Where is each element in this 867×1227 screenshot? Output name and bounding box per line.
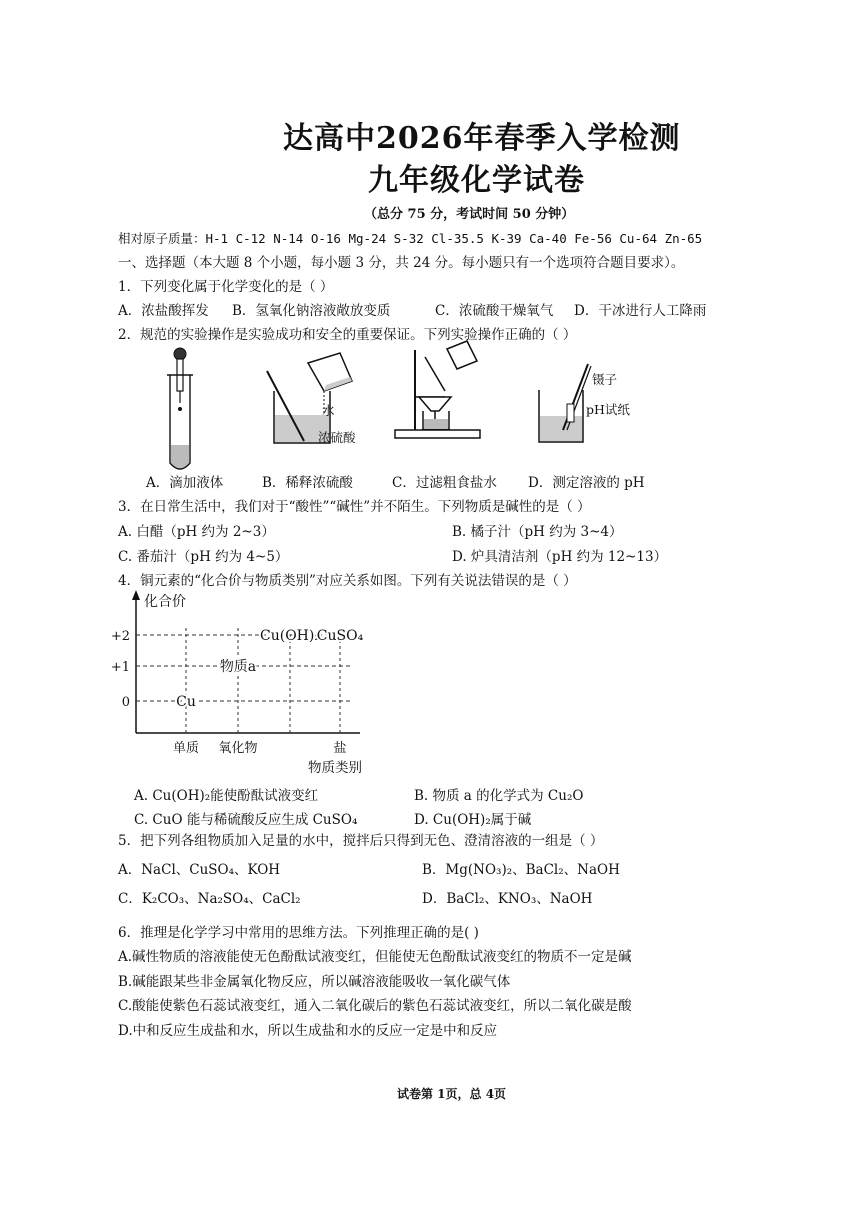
x-tick-labels xyxy=(173,740,347,756)
chart-point-label: Cu xyxy=(176,694,196,710)
q3-option-c[interactable]: C. 番茄汁（pH 约为 4~5） xyxy=(118,549,289,565)
atomic-masses: 相对原子质量：H-1 C-12 N-14 O-16 Mg-24 S-32 Cl-35.5 K-39 Ca-40 Fe-56 Cu-64 Zn-65 xyxy=(118,231,703,246)
section-heading: 一、选择题（本大题 8 个小题，每小题 3 分，共 24 分。每小题只有一个选项符合题目要求）。 xyxy=(118,255,685,271)
y-tick-label: 0 xyxy=(121,695,130,710)
q6-option-a[interactable]: A.碱性物质的溶液能使无色酚酞试液变红，但能使无色酚酞试液变红的物质不一定是碱 xyxy=(118,949,632,965)
chart-points xyxy=(176,628,363,710)
filtration-figure xyxy=(395,345,515,445)
q2-option-c[interactable]: C．过滤粗食盐水 xyxy=(392,475,497,491)
q3-option-a[interactable]: A. 白醋（pH 约为 2~3） xyxy=(118,524,275,540)
q2-stem: 2．规范的实验操作是实验成功和安全的重要保证。下列实验操作正确的（ ） xyxy=(118,327,577,343)
valence-chart xyxy=(110,590,390,780)
label-conc-acid: 浓硫酸 xyxy=(318,430,356,445)
label-water: 水 xyxy=(322,403,335,418)
q1-option-c[interactable]: C．浓硫酸干燥氧气 xyxy=(435,303,554,319)
x-axis-label: 物质类别 xyxy=(308,760,362,776)
q2-option-a[interactable]: A．滴加液体 xyxy=(146,475,224,491)
x-tick-label: 盐 xyxy=(333,741,347,756)
y-tick-label: +1 xyxy=(110,660,130,675)
page-footer: 试卷第 1页，总 4页 xyxy=(397,1087,507,1101)
q1-stem: 1．下列变化属于化学变化的是（ ） xyxy=(118,279,334,295)
q4-option-c[interactable]: C. CuO 能与稀硫酸反应生成 CuSO₄ xyxy=(134,812,358,828)
chart-point-label: CuSO₄ xyxy=(316,628,364,644)
q6-stem: 6．推理是化学学习中常用的思维方法。下列推理正确的是( ) xyxy=(118,925,479,941)
q3-stem: 3．在日常生活中，我们对于“酸性”“碱性”并不陌生。下列物质是碱性的是（ ） xyxy=(118,499,591,515)
label-ph-paper: pH试纸 xyxy=(586,402,630,417)
q6-option-b[interactable]: B.碱能跟某些非金属氧化物反应，所以碱溶液能吸收一氧化碳气体 xyxy=(118,974,511,990)
q1-option-d[interactable]: D．干冰进行人工降雨 xyxy=(574,303,707,319)
q1-option-a[interactable]: A．浓盐酸挥发 xyxy=(118,303,209,319)
q3-option-d[interactable]: D. 炉具清洁剂（pH 约为 12~13） xyxy=(452,549,668,565)
x-tick-label: 单质 xyxy=(172,741,200,756)
q6-option-d[interactable]: D.中和反应生成盐和水，所以生成盐和水的反应一定是中和反应 xyxy=(118,1023,498,1039)
chart-point-label: 物质a xyxy=(219,659,257,675)
dropper-test-tube-figure xyxy=(160,345,200,475)
exam-meta: （总分 75 分，考试时间 50 分钟） xyxy=(364,207,575,222)
q3-option-b[interactable]: B. 橘子汁（pH 约为 3~4） xyxy=(452,524,623,540)
q5-option-b[interactable]: B．Mg(NO₃)₂、BaCl₂、NaOH xyxy=(422,862,620,878)
q1-option-b[interactable]: B．氢氧化钠溶液敞放变质 xyxy=(232,303,391,319)
q5-stem: 5．把下列各组物质加入足量的水中，搅拌后只得到无色、澄清溶液的一组是（ ） xyxy=(118,833,604,849)
q2-option-d[interactable]: D．测定溶液的 pH xyxy=(528,475,645,491)
q4-stem: 4．铜元素的“化合价与物质类别”对应关系如图。下列有关说法错误的是（ ） xyxy=(118,573,577,589)
y-tick-labels xyxy=(111,629,130,710)
y-axis-label: 化合价 xyxy=(144,594,186,610)
q5-option-a[interactable]: A．NaCl、CuSO₄、KOH xyxy=(118,862,281,878)
chart-point-label: Cu(OH)₂ xyxy=(260,628,320,644)
q2-option-b[interactable]: B．稀释浓硫酸 xyxy=(262,475,353,491)
q4-option-a[interactable]: A. Cu(OH)₂能使酚酞试液变红 xyxy=(134,788,319,804)
y-tick-label: +2 xyxy=(110,629,130,644)
q6-option-c[interactable]: C.酸能使紫色石蕊试液变红，通入二氧化碳后的紫色石蕊试液变红，所以二氧化碳是酸 xyxy=(118,998,632,1014)
x-tick-label: 氧化物 xyxy=(218,741,258,756)
exam-title: 达高中2026年春季入学检测 xyxy=(283,121,681,156)
q4-option-b[interactable]: B. 物质 a 的化学式为 Cu₂O xyxy=(414,788,584,804)
q4-option-d[interactable]: D. Cu(OH)₂属于碱 xyxy=(414,812,532,828)
q5-option-d[interactable]: D．BaCl₂、KNO₃、NaOH xyxy=(422,891,593,907)
q5-option-c[interactable]: C．K₂CO₃、Na₂SO₄、CaCl₂ xyxy=(118,891,301,907)
label-tweezers: 镊子 xyxy=(592,372,618,387)
exam-subtitle-title: 九年级化学试卷 xyxy=(368,163,585,198)
y-axis-arrow xyxy=(132,590,140,600)
